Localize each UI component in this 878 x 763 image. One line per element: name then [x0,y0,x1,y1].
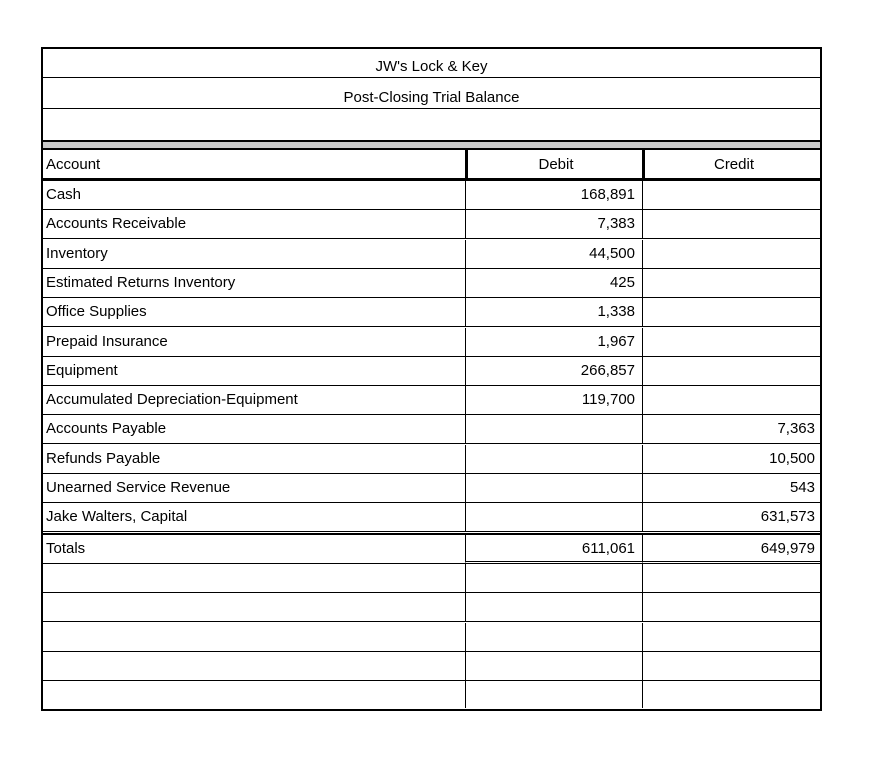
account-cell: Refunds Payable [43,445,465,474]
report-title: Post-Closing Trial Balance [343,89,520,106]
company-name: JW's Lock & Key [375,58,488,75]
table-row [43,357,820,386]
account-cell: Office Supplies [43,298,465,327]
debit-cell [465,474,642,503]
credit-cell [642,357,820,386]
credit-cell [642,181,820,210]
credit-cell: 631,573 [642,503,820,532]
debit-cell: 266,857 [465,357,642,386]
empty-cell [465,593,642,622]
credit-cell [642,269,820,298]
account-column-header: Account [46,156,101,173]
table-row [43,503,820,532]
account-cell: Estimated Returns Inventory [43,269,465,298]
debit-cell: 425 [465,269,642,298]
debit-cell: 44,500 [465,240,642,269]
empty-cell [43,623,465,652]
debit-cell: 1,338 [465,298,642,327]
empty-cell [43,652,465,681]
empty-cell [642,681,820,708]
debit-cell: 119,700 [465,386,642,415]
empty-cell [642,564,820,593]
header-separator-band [43,140,820,150]
table-row [43,474,820,503]
empty-cell [465,681,642,708]
debit-cell: 7,383 [465,210,642,239]
account-cell: Equipment [43,357,465,386]
empty-cell [43,564,465,593]
credit-column-header: Credit [642,150,823,178]
credit-cell: 10,500 [642,445,820,474]
table-row [43,210,820,239]
totals-label: Totals [43,535,465,564]
table-row [43,298,820,327]
account-cell: Inventory [43,240,465,269]
empty-row [43,681,820,708]
debit-cell [465,503,642,532]
empty-cell [465,623,642,652]
table-row [43,445,820,474]
empty-row [43,623,820,652]
credit-cell [642,210,820,239]
trial-balance-sheet [41,47,822,711]
account-cell: Accounts Receivable [43,210,465,239]
table-row [43,328,820,357]
credit-cell [642,298,820,327]
debit-cell: 1,967 [465,328,642,357]
account-cell: Cash [43,181,465,210]
table-row [43,240,820,269]
header-rule [43,77,820,78]
empty-cell [642,623,820,652]
empty-row [43,593,820,622]
table-row [43,386,820,415]
account-cell: Accumulated Depreciation-Equipment [43,386,465,415]
totals-credit: 649,979 [642,535,820,564]
account-cell: Unearned Service Revenue [43,474,465,503]
credit-cell: 543 [642,474,820,503]
empty-cell [465,564,642,593]
table-row [43,415,820,444]
empty-cell [465,652,642,681]
empty-row [43,564,820,593]
debit-column-header: Debit [465,150,644,178]
account-cell: Accounts Payable [43,415,465,444]
account-cell: Prepaid Insurance [43,328,465,357]
credit-cell [642,328,820,357]
account-cell: Jake Walters, Capital [43,503,465,532]
column-header-row [43,150,820,181]
table-row [43,181,820,210]
table-row [43,269,820,298]
credit-cell [642,240,820,269]
debit-cell: 168,891 [465,181,642,210]
empty-cell [642,593,820,622]
empty-cell [43,681,465,708]
empty-cell [642,652,820,681]
totals-debit: 611,061 [465,535,642,564]
credit-cell: 7,363 [642,415,820,444]
empty-cell [43,593,465,622]
header-rule [43,108,820,109]
credit-cell [642,386,820,415]
empty-row [43,652,820,681]
debit-cell [465,445,642,474]
debit-cell [465,415,642,444]
totals-row [43,533,820,564]
